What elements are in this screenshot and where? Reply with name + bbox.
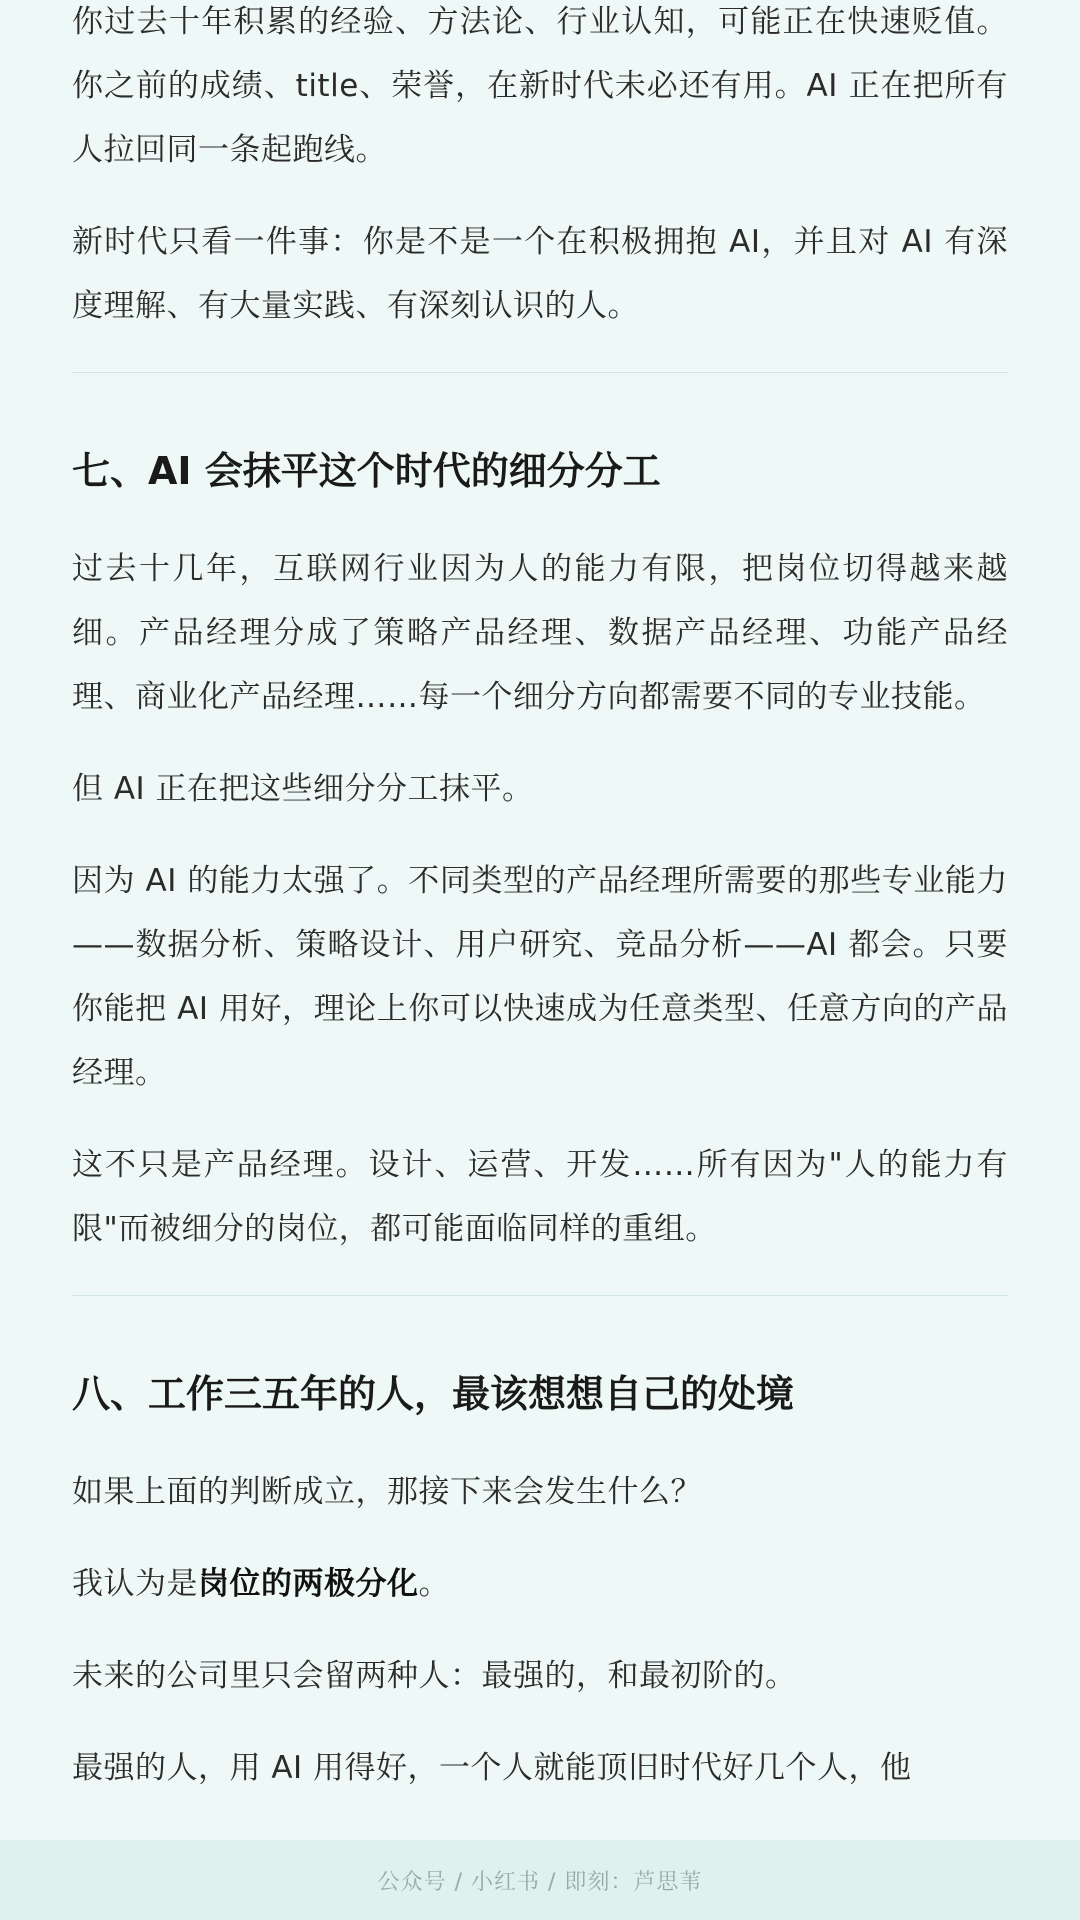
paragraph: 但 AI 正在把这些细分分工抹平。 [72,771,534,807]
article-body [72,0,1008,1828]
paragraph: 新时代只看一件事：你是不是一个在积极拥抱 AI，并且对 AI 有深度理解、有大量实践、有深刻认识的人。 [72,224,1008,324]
paragraph-text: 。 [418,1566,450,1602]
paragraph-text: 我认为是 [72,1566,198,1602]
paragraph: 这不只是产品经理。设计、运营、开发……所有因为"人的能力有限"而被细分的岗位，都可能面临同样的重组。 [72,1147,1008,1247]
section-divider [72,372,1008,373]
footer-bar [0,1840,1080,1920]
paragraph: 如果上面的判断成立，那接下来会发生什么？ [72,1474,702,1510]
section-heading-7: 七、AI 会抹平这个时代的细分分工 [72,449,661,493]
paragraph: 未来的公司里只会留两种人：最强的，和最初阶的。 [72,1658,797,1694]
paragraph: 过去十几年，互联网行业因为人的能力有限，把岗位切得越来越细。产品经理分成了策略产品经理、数据产品经理、功能产品经理、商业化产品经理……每一个细分方向都需要不同的专业技能。 [72,551,1008,715]
section-heading-8: 八、工作三五年的人，最该想想自己的处境 [72,1372,795,1416]
emphasis-text: 岗位的两极分化 [198,1566,419,1602]
paragraph: 你过去十年积累的经验、方法论、行业认知，可能正在快速贬值。你之前的成绩、title、荣誉，在新时代未必还有用。AI 正在把所有人拉回同一条起跑线。 [72,4,1008,168]
footer-attribution: 公众号 / 小红书 / 即刻：芦思苇 [377,1869,703,1895]
paragraph: 最强的人，用 AI 用得好，一个人就能顶旧时代好几个人，他 [72,1750,912,1786]
section-divider [72,1295,1008,1296]
paragraph: 因为 AI 的能力太强了。不同类型的产品经理所需要的那些专业能力——数据分析、策略设计、用户研究、竞品分析——AI 都会。只要你能把 AI 用好，理论上你可以快速成为任意类型、任意方向的产品经理。 [72,863,1008,1091]
paragraph [72,1552,1008,1616]
